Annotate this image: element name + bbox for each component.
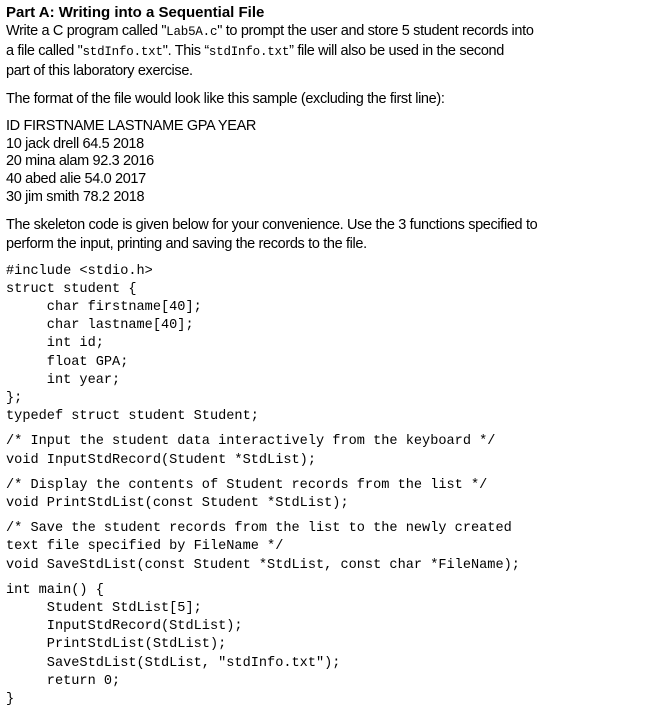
sample-file-content: [6, 118, 642, 207]
filename-lab5a: Lab5A.c: [166, 25, 218, 39]
sample-line: 40 abed alie 54.0 2017: [6, 171, 146, 188]
sample-line: ID FIRSTNAME LASTNAME GPA YEAR: [6, 118, 257, 134]
format-note: The format of the file would look like this sample (excluding the first line):: [6, 91, 445, 107]
intro-line-2: [6, 42, 642, 62]
sample-line: 10 jack drell 64.5 2018: [6, 135, 144, 152]
skeleton-note-line-2: perform the input, printing and saving the records to the file.: [6, 235, 367, 252]
section-title: Part A: Writing into a Sequential File: [6, 4, 265, 21]
code-input-function: /* Input the student data interactively from the keyboard */ void InputStdRecord(Student *StdList);: [6, 434, 496, 468]
code-save-function: /* Save the student records from the list to the newly created text file specified by FileName */ void SaveStdList(const Student *StdList, const char *FileName);: [6, 521, 520, 573]
sample-line: 30 jim smith 78.2 2018: [6, 188, 145, 205]
sample-line: 20 mina alam 92.3 2016: [6, 153, 154, 170]
skeleton-note-line-1: The skeleton code is given below for your convenience. Use the 3 functions specified to: [6, 216, 538, 233]
code-print-function: /* Display the contents of Student records from the list */ void PrintStdList(const Student *StdList);: [6, 477, 488, 511]
intro-text: ” file will also be used in the second: [289, 43, 504, 59]
filename-stdinfo: stdInfo.txt: [82, 45, 163, 59]
intro-line-3: part of this laboratory exercise.: [6, 63, 193, 79]
intro-text: Write a C program called ": [6, 23, 167, 39]
intro-text: ". This “: [162, 43, 209, 59]
intro-text: a file called ": [6, 43, 83, 59]
code-main-function: int main() { Student StdList[5]; InputStdRecord(StdList); PrintStdList(StdList); SaveStdList(StdList, "stdInfo.txt"); return 0; }: [6, 582, 341, 707]
intro-line-1: [6, 22, 642, 42]
filename-stdinfo: stdInfo.txt: [208, 45, 290, 59]
code-struct-definition: #include <stdio.h> struct student { char firstname[40]; char lastname[40]; int id; float GPA; int year; }; typedef struct student Student;: [6, 263, 259, 425]
intro-text: " to prompt the user and store 5 student records into: [217, 23, 534, 39]
